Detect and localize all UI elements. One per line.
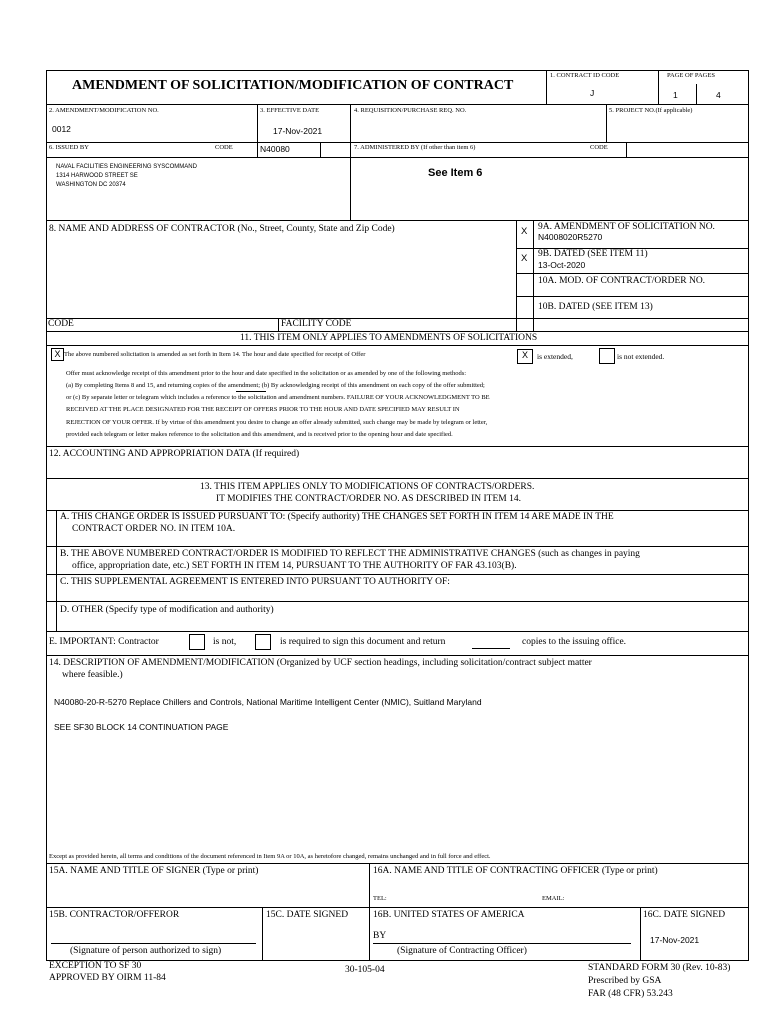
rule xyxy=(533,220,534,331)
footer-standard-form: STANDARD FORM 30 (Rev. 10-83) xyxy=(588,963,731,973)
footer-prescribed: Prescribed by GSA xyxy=(588,976,662,986)
rule xyxy=(46,318,749,319)
facility-code-label: FACILITY CODE xyxy=(281,319,352,329)
is-required-checkbox[interactable] xyxy=(255,634,271,650)
item13-b-line-2: office, appropriation date, etc.) SET FORTH IN ITEM 14, PURSUANT TO THE AUTHORITY OF FAR 43.103(B). xyxy=(72,561,517,571)
item14-label-2: where feasible.) xyxy=(62,670,123,680)
administered-by-label: 7. ADMINISTERED BY (If other than item 6) xyxy=(354,144,476,151)
not-extended-label: is not extended. xyxy=(617,352,665,361)
rule xyxy=(46,510,749,511)
item11-line: or (c) By separate letter or telegram which includes a reference to the solicitation and amendment numbers. FAILURE OF YOUR ACKNOWLEDGMENT TO BE xyxy=(66,394,490,401)
label-10a: 10A. MOD. OF CONTRACT/ORDER NO. xyxy=(538,276,706,286)
rule xyxy=(46,546,749,547)
page-total: 4 xyxy=(716,90,721,100)
rule xyxy=(46,104,749,105)
item13-a-line-2: CONTRACT ORDER NO. IN ITEM 10A. xyxy=(72,524,236,534)
by-label: BY xyxy=(373,931,387,941)
officer-name-label: 16A. NAME AND TITLE OF CONTRACTING OFFICER (Type or print) xyxy=(373,866,658,876)
rule xyxy=(748,70,749,960)
rule xyxy=(516,220,517,331)
item13-heading-1: 13. THIS ITEM APPLIES ONLY TO MODIFICATIONS OF CONTRACTS/ORDERS. xyxy=(200,482,535,492)
rule xyxy=(46,631,749,632)
rule xyxy=(46,601,749,602)
rule xyxy=(46,907,749,908)
footer-far: FAR (48 CFR) 53.243 xyxy=(588,989,673,999)
officer-signature-line xyxy=(373,943,631,944)
footer-form-number: 30-105-04 xyxy=(345,965,385,975)
rule xyxy=(262,907,263,960)
rule xyxy=(46,446,749,447)
rule xyxy=(696,84,697,104)
item14-description: N40080-20-R-5270 Replace Chillers and Controls, National Maritime Intelligent Center (NMIC), Suitland Maryland xyxy=(54,697,482,707)
rule xyxy=(46,863,749,864)
administered-code-label: CODE xyxy=(590,144,608,151)
mark-9a: X xyxy=(521,226,528,237)
rule xyxy=(46,574,749,575)
issuer-address-1: NAVAL FACILITIES ENGINEERING SYSCOMMAND xyxy=(56,164,197,170)
item14-continuation: SEE SF30 BLOCK 14 CONTINUATION PAGE xyxy=(54,722,229,732)
rule xyxy=(46,345,749,346)
rule xyxy=(46,478,749,479)
administered-by-value: See Item 6 xyxy=(428,167,483,179)
contractor-signature-line xyxy=(51,943,256,944)
item13-d-line: D. OTHER (Specify type of modification and authority) xyxy=(60,605,274,615)
solicitation-date: 13-Oct-2020 xyxy=(538,260,586,270)
copies-label: copies to the issuing office. xyxy=(522,637,627,647)
item11-line: (a) By completing Items 8 and 15, and returning copies of the amendment; (b) By acknowledging receipt of this amendment on each copy of the offer submitted; xyxy=(66,382,485,389)
date-signed-15c-label: 15C. DATE SIGNED xyxy=(266,910,349,920)
copies-blank xyxy=(236,391,266,392)
issued-by-code-label: CODE xyxy=(215,144,233,151)
extended-checkbox[interactable]: X xyxy=(517,349,533,364)
amend-no-label: 2. AMENDMENT/MODIFICATION NO. xyxy=(49,107,159,114)
rule xyxy=(46,142,749,143)
requisition-label: 4. REQUISITION/PURCHASE REQ. NO. xyxy=(354,107,467,114)
amend-no: 0012 xyxy=(52,124,71,134)
rule xyxy=(46,70,749,71)
is-not-checkbox[interactable] xyxy=(189,634,205,650)
rule xyxy=(516,296,749,297)
item14-label-1: 14. DESCRIPTION OF AMENDMENT/MODIFICATION (Organized by UCF section headings, including solicitation/contract subject matter xyxy=(49,658,592,668)
tel-label: TEL: xyxy=(373,895,387,902)
page-number: 1 xyxy=(673,90,678,100)
rule xyxy=(546,70,547,104)
is-required-label: is required to sign this document and return xyxy=(280,637,446,647)
footer-exception: EXCEPTION TO SF 30 xyxy=(49,961,142,971)
rule xyxy=(46,331,749,332)
issuer-address-3: WASHINGTON DC 20374 xyxy=(56,182,126,188)
is-not-label: is not, xyxy=(213,637,237,647)
rule xyxy=(46,70,47,960)
rule xyxy=(516,273,749,274)
issued-by-label: 6. ISSUED BY xyxy=(49,144,89,151)
item13-c-line: C. THIS SUPPLEMENTAL AGREEMENT IS ENTERED INTO PURSUANT TO AUTHORITY OF: xyxy=(60,577,450,587)
rule xyxy=(350,104,351,220)
contractor-code-label: CODE xyxy=(48,319,74,329)
rule xyxy=(46,655,749,656)
item13-heading-2: IT MODIFIES THE CONTRACT/ORDER NO. AS DESCRIBED IN ITEM 14. xyxy=(216,494,521,504)
contractor-offeror-label: 15B. CONTRACTOR/OFFEROR xyxy=(49,910,180,920)
amended-text: The above numbered solicitation is amended as set forth in Item 14. The hour and date specified for receipt of Offer xyxy=(64,351,366,358)
email-label: EMAIL: xyxy=(542,895,565,902)
mark-9b: X xyxy=(521,253,528,264)
extended-label: is extended, xyxy=(537,352,573,361)
item11-line: provided each telegram or letter makes reference to the solicitation and this amendment, and is received prior to the opening hour and date specified. xyxy=(66,431,453,438)
signature-person-caption: (Signature of person authorized to sign) xyxy=(70,946,222,956)
effective-date: 17-Nov-2021 xyxy=(273,126,323,136)
rule xyxy=(46,157,749,158)
date-signed-16c-label: 16C. DATE SIGNED xyxy=(643,910,726,920)
solicitation-no: N4008020R5270 xyxy=(538,232,603,242)
contract-id-code-label: 1. CONTRACT ID CODE xyxy=(550,72,620,79)
rule xyxy=(640,907,641,960)
label-10b: 10B. DATED (SEE ITEM 13) xyxy=(538,302,653,312)
footer-approved: APPROVED BY OIRM 11-84 xyxy=(49,973,166,983)
item11-line: RECEIVED AT THE PLACE DESIGNATED FOR THE RECEIPT OF OFFERS PRIOR TO THE HOUR AND DATE SPECIFIED MAY RESULT IN xyxy=(66,406,460,413)
rule xyxy=(56,510,57,631)
item11-line: Offer must acknowledge receipt of this amendment prior to the hour and date specified in the solicitation or as amended by one of the following methods: xyxy=(66,370,467,377)
page-of-pages-label: PAGE OF PAGES xyxy=(667,72,715,79)
item11-line: REJECTION OF YOUR OFFER. If by virtue of this amendment you desire to change an offer already submitted, such change may be made by telegram or letter, xyxy=(66,419,488,426)
signer-name-label: 15A. NAME AND TITLE OF SIGNER (Type or print) xyxy=(49,866,259,876)
contract-id-code: J xyxy=(590,88,595,98)
effective-date-label: 3. EFFECTIVE DATE xyxy=(260,107,320,114)
rule xyxy=(606,104,607,142)
usa-label: 16B. UNITED STATES OF AMERICA xyxy=(373,910,525,920)
amended-checkbox[interactable]: X xyxy=(51,348,64,361)
project-no-label: 5. PROJECT NO.(If applicable) xyxy=(609,107,693,114)
except-statement: Except as provided herein, all terms and conditions of the document referenced in Item 9A or 10A, as heretofore changed, remains unchanged and in full force and effect. xyxy=(49,853,491,860)
item13-b-line-1: B. THE ABOVE NUMBERED CONTRACT/ORDER IS MODIFIED TO REFLECT THE ADMINISTRATIVE CHANGES (such as changes in paying xyxy=(60,549,640,559)
rule xyxy=(658,70,659,104)
item12-label: 12. ACCOUNTING AND APPROPRIATION DATA (If required) xyxy=(49,449,300,459)
not-extended-checkbox[interactable] xyxy=(599,348,615,364)
item11-heading: 11. THIS ITEM ONLY APPLIES TO AMENDMENTS OF SOLICITATIONS xyxy=(240,333,538,343)
signature-officer-caption: (Signature of Contracting Officer) xyxy=(397,946,527,956)
rule xyxy=(46,220,749,221)
rule xyxy=(626,142,627,157)
label-9a: 9A. AMENDMENT OF SOLICITATION NO. xyxy=(538,222,715,232)
issuer-address-2: 1314 HARWOOD STREET SE xyxy=(56,173,138,179)
rule xyxy=(278,318,279,331)
issued-by-code: N40080 xyxy=(260,144,290,154)
item13-a-line-1: A. THIS CHANGE ORDER IS ISSUED PURSUANT TO: (Specify authority) THE CHANGES SET FORTH IN ITEM 14 ARE MADE IN THE xyxy=(60,512,614,522)
date-signed-16c: 17-Nov-2021 xyxy=(650,935,700,945)
contractor-label: 8. NAME AND ADDRESS OF CONTRACTOR (No., Street, County, State and Zip Code) xyxy=(49,224,395,234)
copies-blank xyxy=(472,648,510,649)
rule xyxy=(369,863,370,960)
label-9b: 9B. DATED (SEE ITEM 11) xyxy=(538,249,648,259)
rule xyxy=(46,960,749,961)
important-label: E. IMPORTANT: Contractor xyxy=(49,637,159,647)
form-title: AMENDMENT OF SOLICITATION/MODIFICATION OF CONTRACT xyxy=(72,78,514,93)
